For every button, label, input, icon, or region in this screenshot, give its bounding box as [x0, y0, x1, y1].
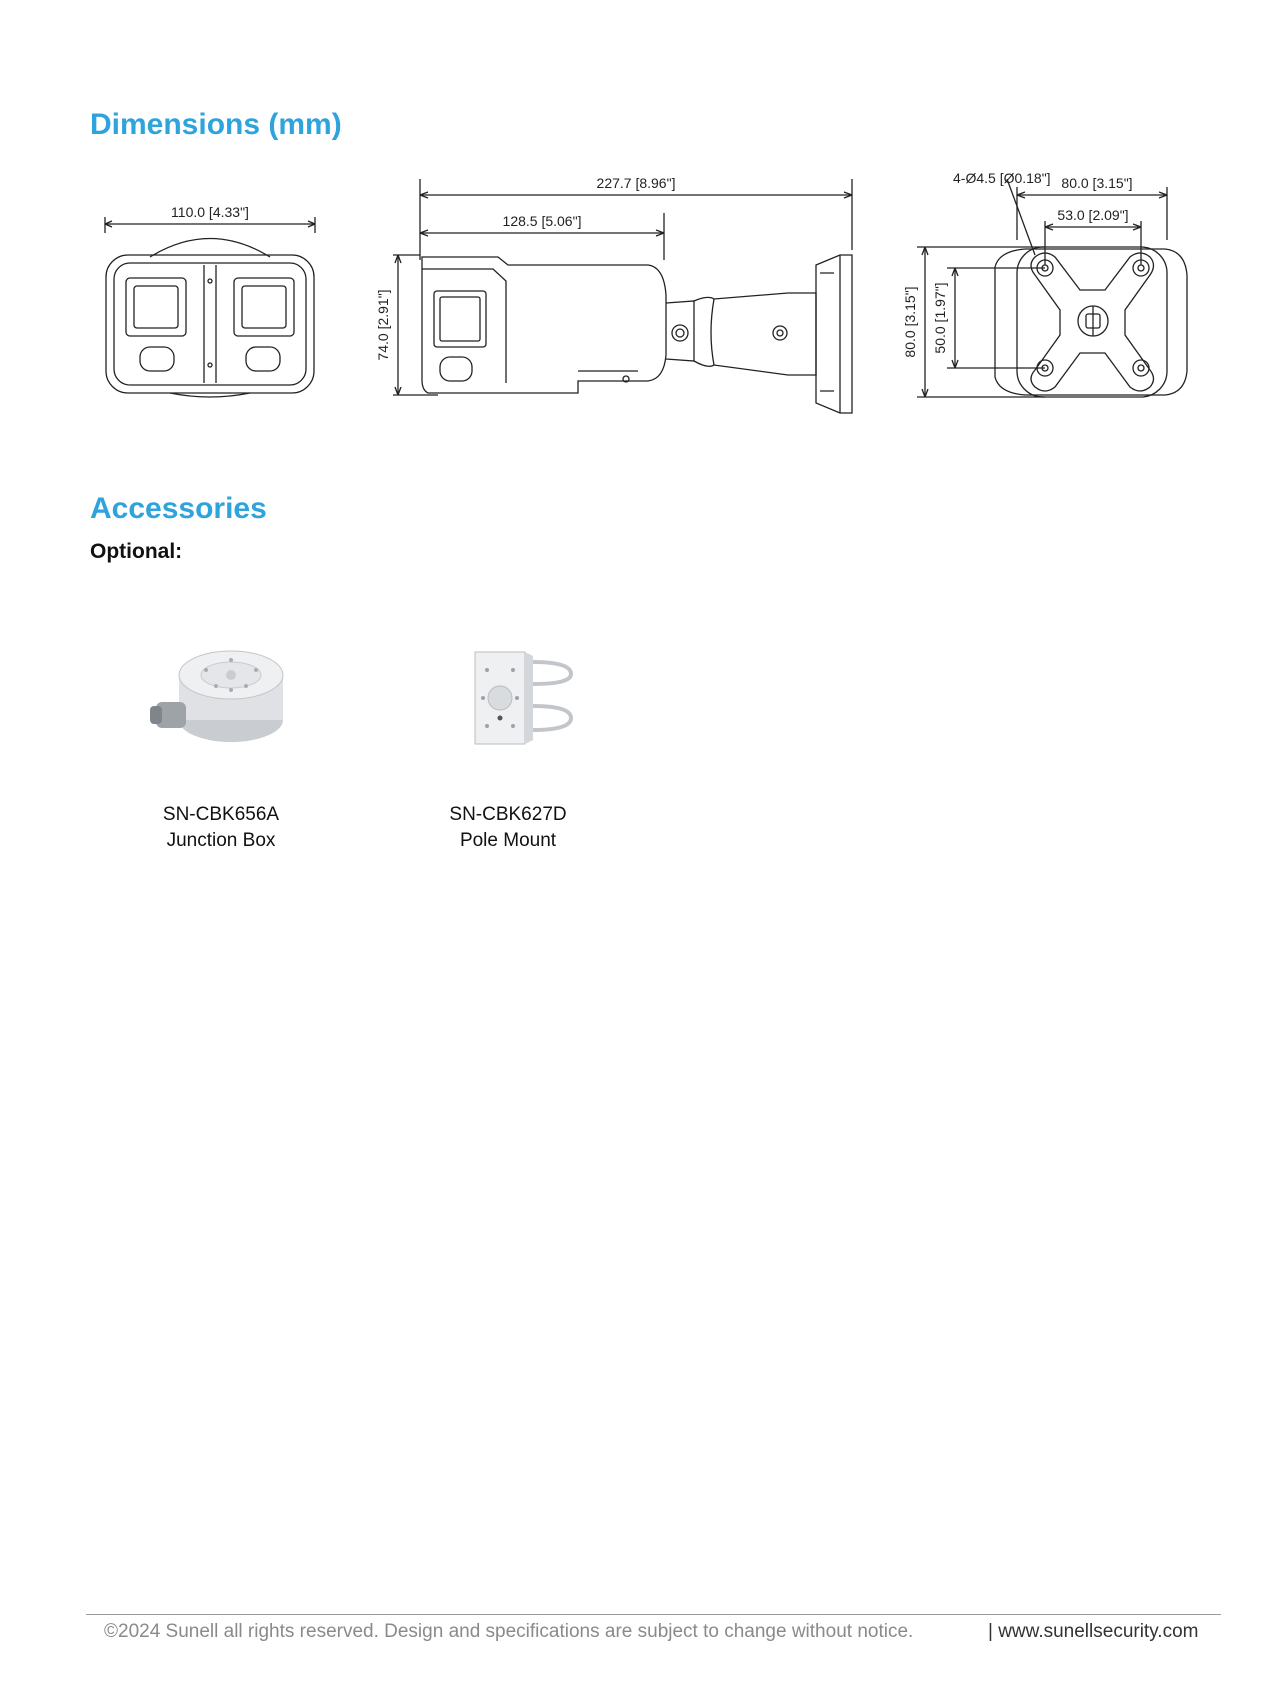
accessory-name: Junction Box	[166, 830, 276, 851]
accessory-name: Pole Mount	[459, 830, 557, 851]
footer-divider	[86, 1614, 1221, 1615]
base-outer-width-label: 80.0 [3.15"]	[1061, 175, 1133, 191]
accessory-model: SN-CBK627D	[449, 804, 567, 825]
base-outer-height-label: 80.0 [3.15"]	[902, 286, 918, 358]
dimensions-heading: Dimensions (mm)	[90, 108, 342, 141]
accessories-heading: Accessories	[90, 492, 267, 525]
optional-label: Optional:	[90, 540, 183, 563]
accessory-pole-mount[interactable]	[398, 640, 618, 854]
accessory-junction-box[interactable]	[111, 640, 331, 854]
footer-website-link[interactable]: | www.sunellsecurity.com	[988, 1621, 1199, 1642]
junction-box-image	[146, 640, 296, 750]
footer-copyright: ©2024 Sunell all rights reserved. Design and specifications are subject to change without notice.	[104, 1621, 914, 1642]
base-holes-label: 4-Ø4.5 [Ø0.18"]	[953, 170, 1051, 186]
accessory-model: SN-CBK656A	[162, 804, 280, 825]
side-view-drawing	[368, 165, 858, 415]
base-view-drawing	[895, 165, 1195, 415]
front-width-label: 110.0 [4.33"]	[171, 204, 249, 220]
base-inner-width-label: 53.0 [2.09"]	[1057, 207, 1129, 223]
side-body-length-label: 128.5 [5.06"]	[502, 213, 582, 229]
front-view-drawing	[100, 165, 330, 415]
pole-mount-image	[433, 640, 583, 750]
side-total-length-label: 227.7 [8.96"]	[596, 175, 676, 191]
side-height-label: 74.0 [2.91"]	[375, 289, 391, 361]
base-inner-height-label: 50.0 [1.97"]	[932, 282, 948, 354]
